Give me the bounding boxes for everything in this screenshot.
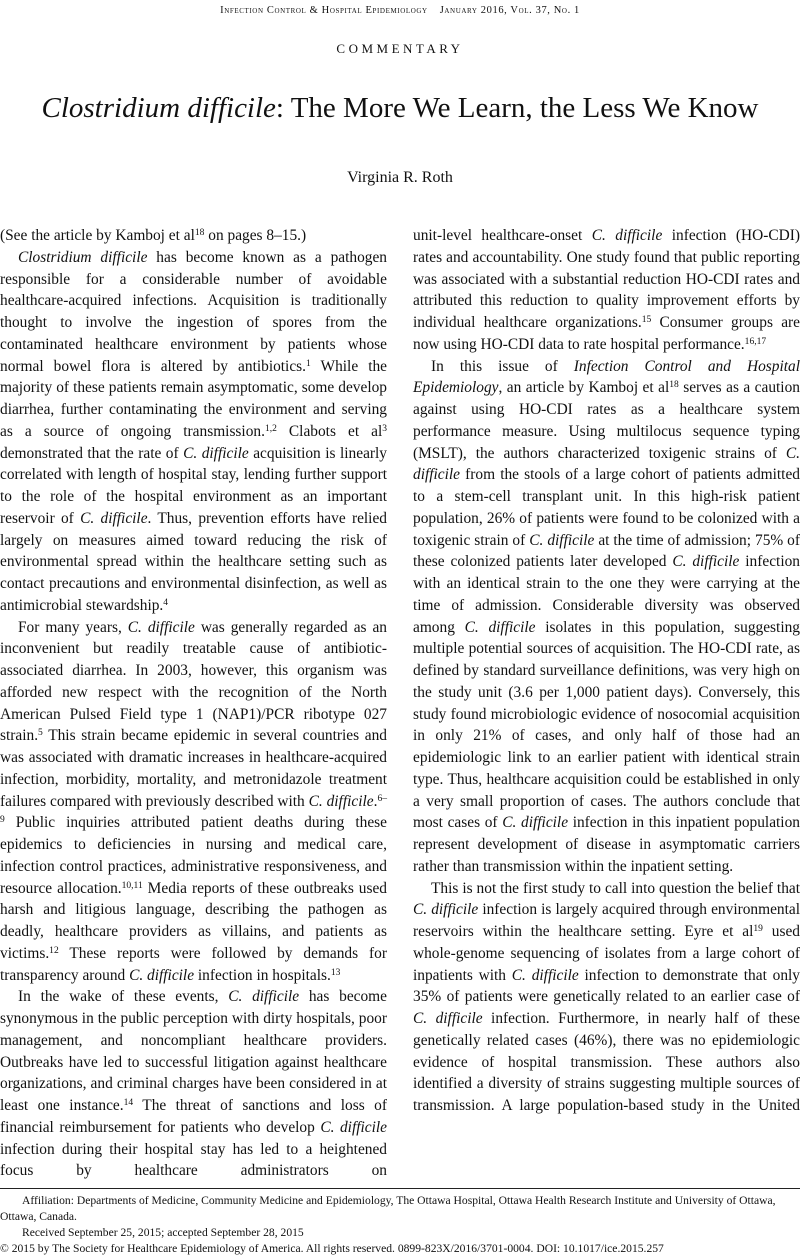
text-run: This is not the first study to call into question the belief that [431,879,800,897]
text-run: infection during their hospital stay has led to a heightened focus by healthcare administrators on [0,1140,387,1180]
text-run: In the wake of these events, [18,988,229,1006]
text-run: These reports were followed by demands for transparency around [0,944,387,984]
text-run: infection with an identical strain to the one they were carrying at the time of admission. Considerable diversity was observed among [413,553,800,636]
text-run: isolates in this population, suggesting multiple potential sources of acquisition. The HO-CDI rate, as defined by standard surveillance definitions, was very high on the study unit (3.6 per 1,000 patient days). Conversely, this study found microbiologic evidence of nosocomial acquisition in only 21% of cases, and only half of those had an epidemiologic link to an earlier patient with identical strain type. Thus, healthcare acquisition could be established in only a very small proportion of cases. The authors conclude that most cases of [413,618,800,832]
title-italic: Clostridium difficile [41,92,276,124]
text-run: In this issue of [431,357,574,375]
body-column-right [413,225,800,1117]
italic-text: C. difficile [129,966,195,984]
citation-superscript: 1 [306,357,311,369]
text-run: has become known as a pathogen responsible for a considerable number of avoidable healthcare-acquired infections. Acquisition is traditionally thought to involve the ingestion of spores from the contaminated healthcare environment by patients whose normal bowel flora is altered by antibiotics. [0,248,387,375]
text-run: serves as a caution against using HO-CDI rates as a healthcare system performance measure. Using multilocus sequence typing (MSLT), the authors characterized toxigenic strains of [413,379,800,462]
paragraph [0,225,387,247]
text-run: infection is largely acquired through environmental reservoirs within the healthcare setting. Eyre et al [413,901,800,940]
text-run: acquisition is linearly correlated with length of hospital stay, lending further support to the role of the hospital environment as an important reservoir of [0,444,387,527]
text-run: Public inquiries attributed patient deaths during these epidemics to deficiencies in nursing and medical care, infection control practices, administrative responsiveness, and resource allocation. [0,814,387,897]
text-run: was generally regarded as an inconvenient but readily treatable cause of antibiotic-associated diarrhea. In 2003, however, this organism was afforded new respect with the recognition of the North American Pulsed Field type 1 (NAP1)/PCR ribotype 027 strain. [0,618,388,745]
text-run: . Thus, prevention efforts have relied largely on measures aimed toward reducing the risk of environmental spread within the healthcare setting such as contact precautions and environmental disinfection, as well as antimicrobial stewardship. [0,509,387,614]
text-run: infection in hospitals. [194,966,331,984]
citation-superscript: 16,17 [744,335,767,347]
running-header [0,0,800,18]
italic-text: C. difficile [80,509,148,527]
text-run: from the stools of a large cohort of patients admitted to a stem-cell transplant unit. In this high-risk patient population, 26% of patients were found to be colonized with a toxigenic strain of [413,466,800,549]
text-run: used whole-genome sequencing of isolates from a large cohort of inpatients with [413,923,800,984]
journal-name: Infection Control & Hospital Epidemiology [220,5,428,16]
paragraph [413,225,800,356]
citation-superscript: 18 [669,379,679,390]
issue-info: January 2016, Vol. 37, No. 1 [439,5,580,16]
citation-superscript: 19 [753,922,763,934]
citation-superscript: 3 [382,422,388,434]
text-run: (See the article by Kamboj et al [0,227,195,244]
paragraph [0,247,387,617]
citation-superscript: 1,2 [264,422,277,434]
citation-superscript: 18 [194,226,205,238]
paragraph [413,878,800,1117]
article-title [0,90,800,126]
paragraph [413,356,800,878]
paragraph [0,617,387,987]
citation-superscript: 10,11 [121,879,143,891]
text-run: While the majority of these patients remain asymptomatic, some develop diarrhea, further contaminating the environment and serving as a source of ongoing transmission. [0,357,387,440]
italic-text: C. difficile [308,792,374,810]
italic-text: C. difficile [413,444,800,484]
italic-text: C. difficile [511,966,579,984]
copyright: © 2015 by The Society for Healthcare Epidemiology of America. All rights reserved. 0899-823X/2016/3701-0004. DOI: 10.1017/ice.2015.257 [0,1242,664,1255]
paragraph [0,986,387,1182]
citation-superscript: 6–9 [0,792,387,825]
italic-text: C. difficile [127,618,195,636]
italic-text: Clostridium difficile [18,248,148,266]
article-type: COMMENTARY [336,41,464,56]
italic-text: C. difficile [413,901,479,919]
citation-superscript: 12 [49,944,59,956]
text-run: on pages 8–15.) [204,227,307,244]
text-run: The threat of sanctions and loss of financial reimbursement for patients who develop [0,1097,387,1136]
italic-text: C. difficile [502,814,569,832]
italic-text: C. difficile [413,1010,483,1027]
italic-text: C. difficile [464,618,536,636]
text-run: infection (HO-CDI) rates and accountability. One study found that public reporting was associated with a substantial reduction HO-CDI rates and attributed this reduction to quality improvement efforts by individual healthcare organizations. [413,227,800,331]
author-name: Virginia R. Roth [347,169,453,186]
italic-text: C. difficile [591,227,663,244]
received-dates: Received September 25, 2015; accepted September 28, 2015 [22,1226,304,1239]
italic-text: C. difficile [228,988,300,1006]
text-run: infection to demonstrate that only 35% of patients were genetically related to an earlier case of [413,966,800,1006]
text-run: , an article by Kamboj et al [498,379,670,397]
text-run: . [373,792,378,810]
text-run: Consumer groups are now using HO-CDI data to rate hospital performance. [413,314,800,353]
text-run: infection in this inpatient population represent development of disease in asymptomatic carriers rather than transmission within the inpatient setting. [413,814,800,875]
citation-superscript: 5 [38,727,43,738]
citation-superscript: 13 [330,966,341,978]
text-run: Media reports of these outbreaks used harsh and litigious language, describing the pathogen as deadly, healthcare providers as villains, and patients as victims. [0,879,387,962]
text-run: Clabots et al [276,422,383,440]
title-rest: : The More We Learn, the Less We Know [275,92,759,124]
italic-text: C. difficile [183,444,249,462]
citation-superscript: 14 [123,1096,134,1108]
citation-superscript: 4 [163,596,169,608]
citation-superscript: 15 [641,313,652,325]
body-column-left [0,225,387,1182]
text-run: For many years, [18,618,128,636]
text-run: This strain became epidemic in several countries and was associated with dramatic increases in healthcare-acquired infection, morbidity, mortality, and metronidazole treatment failures compared with previously described with [0,727,387,810]
italic-text: C. difficile [529,531,595,549]
text-run: at the time of admission; 75% of these colonized patients later developed [413,531,800,571]
body-columns [0,225,800,1182]
italic-text: C. difficile [672,553,740,571]
italic-text: C. difficile [320,1118,387,1136]
footnote-divider [0,1188,800,1189]
text-run: has become synonymous in the public perception with dirty hospitals, poor management, and noncompliant healthcare providers. Outbreaks have led to successful litigation against healthcare organizations, and criminal charges have been considered in at least one instance. [0,988,387,1114]
affiliation: Affiliation: Departments of Medicine, Community Medicine and Epidemiology, The Ottawa Hospital, Ottawa Health Research Institute and University of Ottawa, Ottawa, Canada. [0,1194,776,1223]
text-run: demonstrated that the rate of [0,444,184,462]
text-run: unit-level healthcare-onset [413,227,592,244]
italic-text: Infection Control and Hospital Epidemiology [413,357,800,397]
text-run: infection. Furthermore, in nearly half of these genetically related cases (46%), there was no epidemiologic evidence of hospital transmission. These authors also identified a diversity of strains suggesting multiple sources of transmission. A large population-based study in the United [413,1010,800,1114]
footnotes [0,1188,800,1257]
